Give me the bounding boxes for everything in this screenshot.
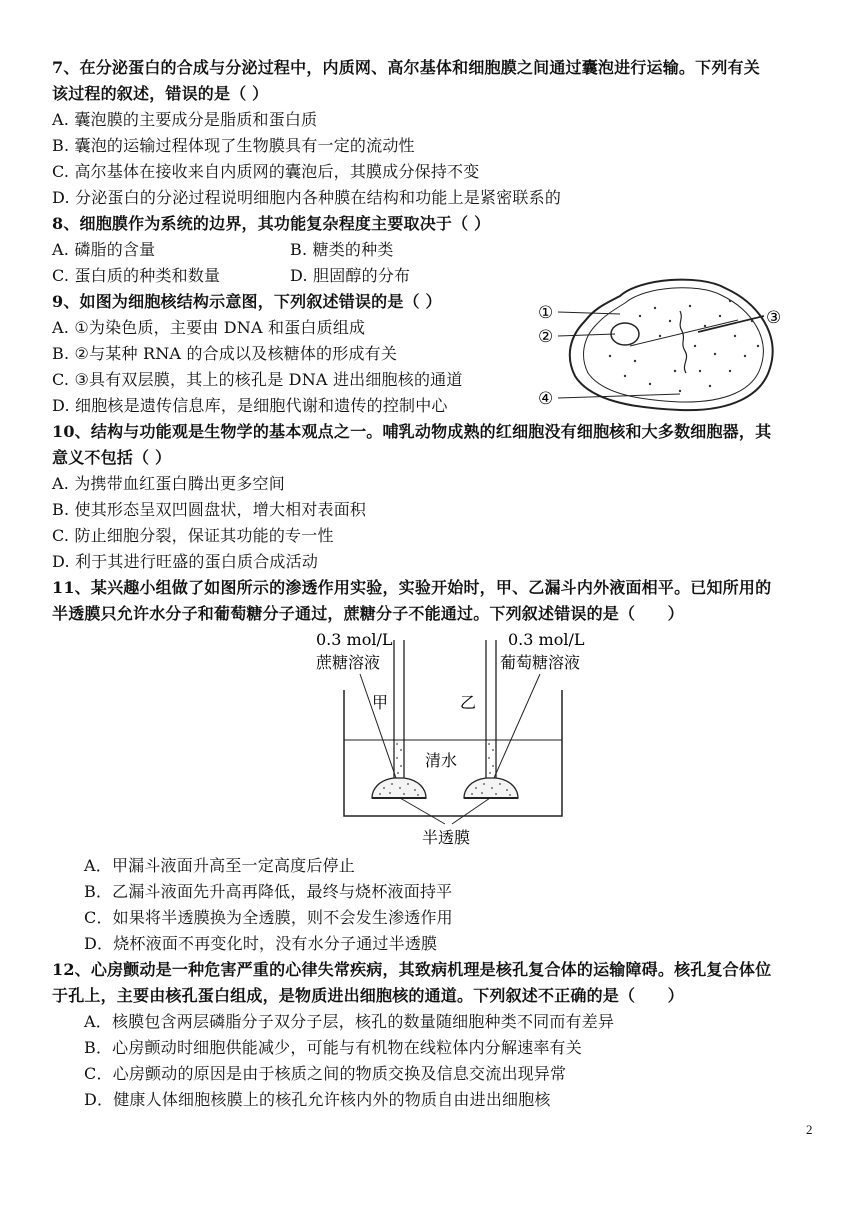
membrane-label: 半透膜 — [422, 828, 471, 847]
q12-option-b: B．心房颤动时细胞供能减少，可能与有机物在线粒体内分解速率有关 — [84, 1038, 582, 1057]
left-funnel-name: 甲 — [372, 693, 389, 712]
q8-option-b: B. 糖类的种类 — [290, 240, 394, 259]
q11-option-d: D．烧杯液面不再变化时，没有水分子通过半透膜 — [84, 934, 438, 953]
q12-stem-line2: 于孔上，主要由核孔蛋白组成，是物质进出细胞核的通道。下列叙述不正确的是（ ） — [52, 986, 684, 1005]
leader-membrane-left — [400, 798, 445, 824]
left-solution-label: 蔗糖溶液 — [316, 653, 381, 672]
q9-option-d: D. 细胞核是遗传信息库，是细胞代谢和遗传的控制中心 — [52, 396, 448, 415]
q7-option-c: C. 高尔基体在接收来自内质网的囊泡后，其膜成分保持不变 — [52, 162, 480, 181]
water-label: 清水 — [425, 751, 458, 770]
nucleus-diagram — [530, 276, 790, 416]
nucleus-inner-envelope — [584, 288, 764, 402]
osmosis-diagram — [300, 628, 620, 854]
q9-option-b: B. ②与某种 RNA 的合成以及核糖体的形成有关 — [52, 344, 398, 363]
q7-stem-line2: 该过程的叙述，错误的是（ ） — [52, 84, 269, 103]
q10-option-b: B. 使其形态呈双凹圆盘状，增大相对表面积 — [52, 500, 367, 519]
q10-stem-line1: 10、结构与功能观是生物学的基本观点之一。哺乳动物成熟的红细胞没有细胞核和大多数细胞器，其 — [52, 422, 772, 441]
q11-option-a: A．甲漏斗液面升高至一定高度后停止 — [84, 856, 355, 875]
diagram-label-4: ④ — [538, 389, 554, 409]
q10-stem-line2: 意义不包括（ ） — [52, 448, 172, 467]
q8-option-c: C. 蛋白质的种类和数量 — [52, 266, 221, 285]
leader-membrane-right — [452, 798, 490, 824]
q10-option-d: D. 利于其进行旺盛的蛋白质合成活动 — [52, 552, 319, 571]
leader-4 — [558, 394, 680, 398]
chromatin-squiggle — [680, 311, 687, 373]
leader-left-solution — [360, 674, 396, 778]
q11-stem-line2: 半透膜只允许水分子和葡萄糖分子通过，蔗糖分子不能通过。下列叙述错误的是（ ） — [52, 604, 684, 623]
q10-option-a: A. 为携带血红蛋白腾出更多空间 — [52, 474, 285, 493]
right-concentration: 0.3 mol/L — [508, 630, 585, 649]
q7-option-a: A. 囊泡膜的主要成分是脂质和蛋白质 — [52, 110, 318, 129]
q12-option-c: C．心房颤动的原因是由于核质之间的物质交换及信息交流出现异常 — [84, 1064, 567, 1083]
q7-option-b: B. 囊泡的运输过程体现了生物膜具有一定的流动性 — [52, 136, 415, 155]
q7-stem-line1: 7、在分泌蛋白的合成与分泌过程中，内质网、高尔基体和细胞膜之间通过囊泡进行运输。下列有关 — [52, 58, 760, 77]
left-funnel — [372, 640, 426, 798]
leader-2 — [558, 334, 615, 336]
right-funnel-name: 乙 — [460, 693, 477, 712]
q11-stem-line1: 11、某兴趣小组做了如图所示的渗透作用实验，实验开始时，甲、乙漏斗内外液面相平。已知所用的 — [52, 578, 772, 597]
nuclear-pore-mark — [698, 316, 764, 332]
diagram-label-2: ② — [538, 327, 554, 347]
q8-option-a: A. 磷脂的含量 — [52, 240, 156, 259]
q11-option-b: B．乙漏斗液面先升高再降低，最终与烧杯液面持平 — [84, 882, 453, 901]
q8-option-d: D. 胆固醇的分布 — [290, 266, 411, 285]
q8-stem: 8、细胞膜作为系统的边界，其功能复杂程度主要取决于（ ） — [52, 214, 491, 233]
q9-stem: 9、如图为细胞核结构示意图，下列叙述错误的是（ ） — [52, 292, 442, 311]
q10-option-c: C. 防止细胞分裂，保证其功能的专一性 — [52, 526, 334, 545]
q9-option-a: A. ①为染色质，主要由 DNA 和蛋白质组成 — [52, 318, 366, 337]
leader-right-solution — [494, 674, 540, 778]
q7-option-d: D. 分泌蛋白的分泌过程说明细胞内各种膜在结构和功能上是紧密联系的 — [52, 188, 562, 207]
leader-3 — [630, 320, 738, 346]
left-concentration: 0.3 mol/L — [316, 630, 393, 649]
right-solution-label: 葡萄糖溶液 — [500, 653, 581, 672]
diagram-label-1: ① — [538, 303, 554, 323]
page-number: 2 — [806, 1122, 813, 1137]
q9-option-c: C. ③具有双层膜，其上的核孔是 DNA 进出细胞核的通道 — [52, 370, 463, 389]
q11-option-c: C．如果将半透膜换为全透膜，则不会发生渗透作用 — [84, 908, 453, 927]
diagram-label-3: ③ — [766, 308, 782, 328]
q12-option-a: A．核膜包含两层磷脂分子双分子层，核孔的数量随细胞种类不同而有差异 — [84, 1012, 615, 1031]
nucleus-outer-envelope — [570, 280, 773, 411]
q12-stem-line1: 12、心房颤动是一种危害严重的心律失常疾病，其致病机理是核孔复合体的运输障碍。核孔复合体位 — [52, 960, 772, 979]
nucleolus — [611, 323, 639, 345]
q12-option-d: D．健康人体细胞核膜上的核孔允许核内外的物质自由进出细胞核 — [84, 1090, 551, 1109]
